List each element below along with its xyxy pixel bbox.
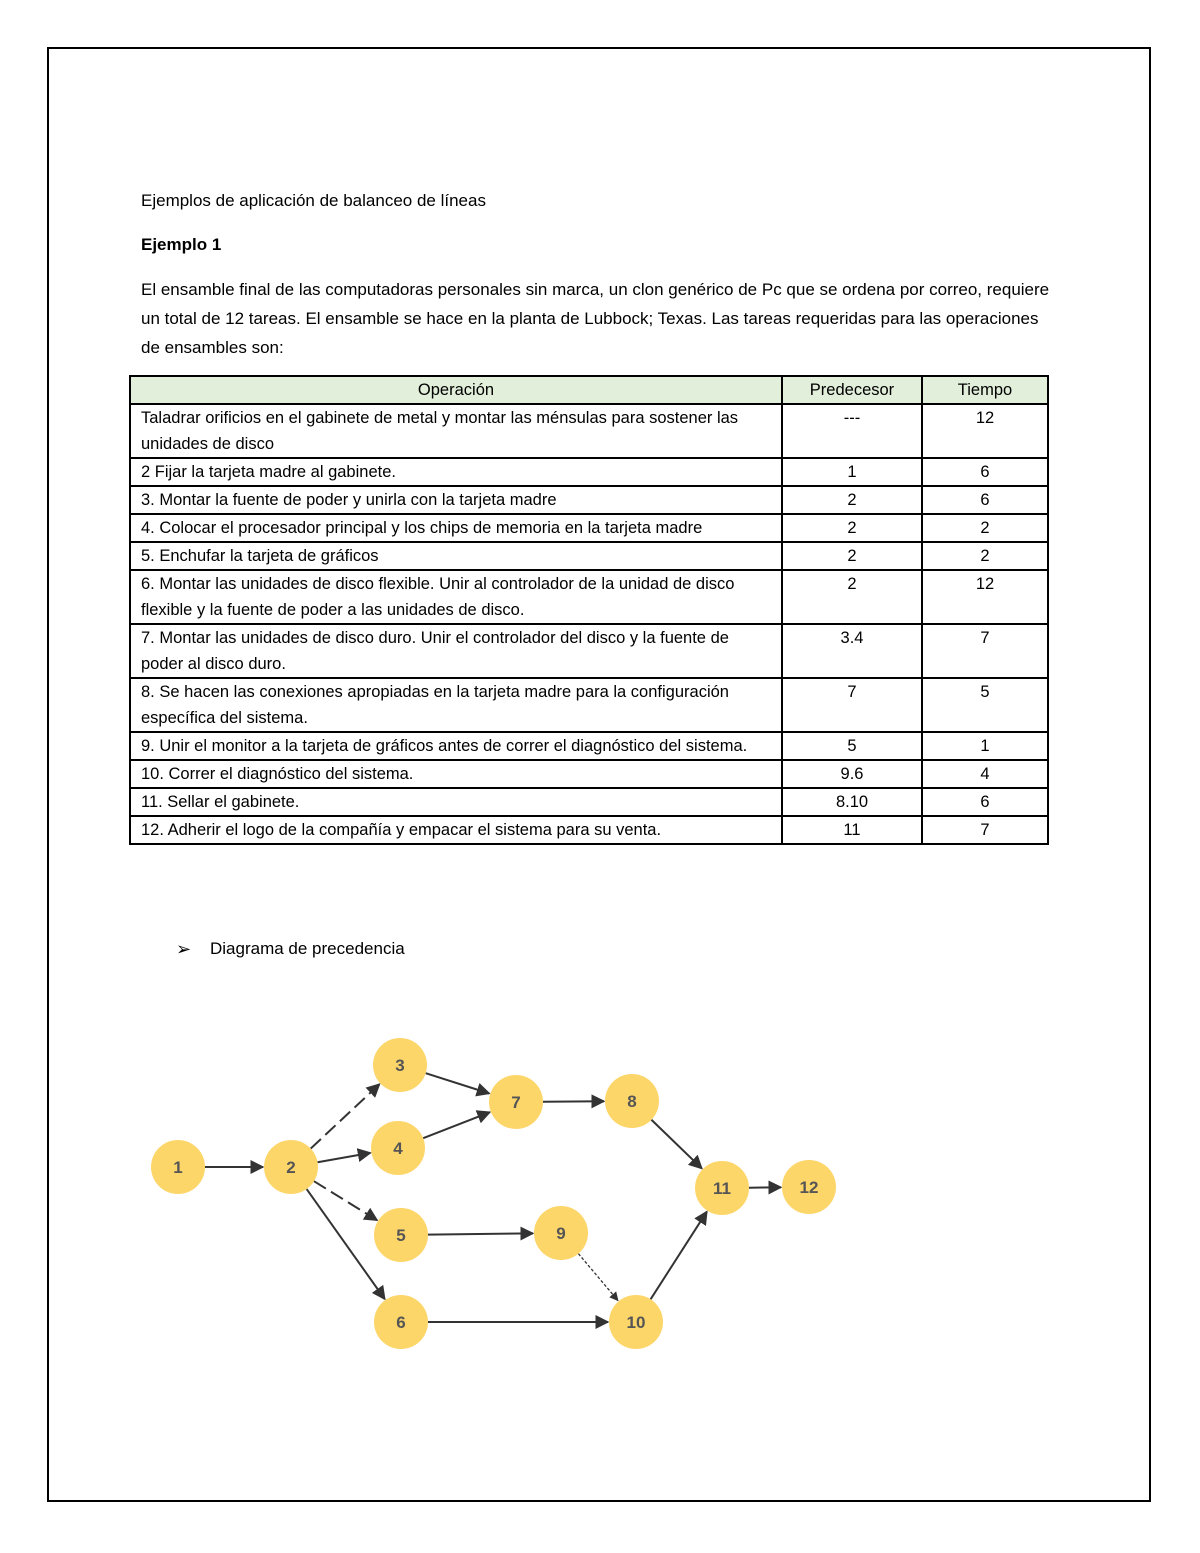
operation-cell: 5. Enchufar la tarjeta de gráficos	[130, 542, 782, 570]
time-cell: 2	[922, 514, 1048, 542]
operation-cell: 7. Montar las unidades de disco duro. Unir el controlador del disco y la fuente de poder al disco duro.	[130, 624, 782, 678]
predecessor-cell: 1	[782, 458, 922, 486]
node-7	[489, 1075, 543, 1129]
time-cell: 6	[922, 788, 1048, 816]
time-cell: 6	[922, 458, 1048, 486]
time-cell: 12	[922, 404, 1048, 458]
header-operacion: Operación	[130, 376, 782, 404]
node-label: 9	[556, 1224, 566, 1243]
operation-cell: 8. Se hacen las conexiones apropiadas en la tarjeta madre para la configuración específica del sistema.	[130, 678, 782, 732]
edge-5-to-9	[428, 1233, 533, 1234]
edge-2-to-4	[318, 1153, 371, 1162]
node-label: 2	[286, 1158, 296, 1177]
predecessor-cell: 2	[782, 570, 922, 624]
node-label: 4	[393, 1139, 403, 1158]
node-8	[605, 1074, 659, 1128]
edge-9-to-10	[578, 1254, 618, 1301]
predecessor-cell: ---	[782, 404, 922, 458]
operation-cell: 12. Adherir el logo de la compañía y empacar el sistema para su venta.	[130, 816, 782, 844]
edge-8-to-11	[651, 1120, 701, 1169]
time-cell: 4	[922, 760, 1048, 788]
edge-4-to-7	[423, 1112, 490, 1138]
node-1	[151, 1140, 205, 1194]
time-cell: 12	[922, 570, 1048, 624]
node-label: 11	[713, 1179, 731, 1198]
time-cell: 7	[922, 816, 1048, 844]
node-6	[374, 1295, 428, 1349]
predecessor-cell: 8.10	[782, 788, 922, 816]
time-cell: 6	[922, 486, 1048, 514]
predecessor-cell: 5	[782, 732, 922, 760]
edge-7-to-8	[543, 1101, 604, 1102]
node-5	[374, 1208, 428, 1262]
time-cell: 7	[922, 624, 1048, 678]
operation-cell: 9. Unir el monitor a la tarjeta de gráficos antes de correr el diagnóstico del sistema.	[130, 732, 782, 760]
node-label: 5	[396, 1226, 406, 1245]
node-label: 3	[395, 1056, 405, 1075]
arrow-bullet-icon: ➢	[176, 939, 192, 959]
predecessor-cell: 7	[782, 678, 922, 732]
node-12	[782, 1160, 836, 1214]
operation-cell: 3. Montar la fuente de poder y unirla con la tarjeta madre	[130, 486, 782, 514]
node-label: 12	[799, 1178, 819, 1197]
time-cell: 5	[922, 678, 1048, 732]
node-2	[264, 1140, 318, 1194]
operation-cell: 2 Fijar la tarjeta madre al gabinete.	[130, 458, 782, 486]
node-10	[609, 1295, 663, 1349]
operation-cell: 10. Correr el diagnóstico del sistema.	[130, 760, 782, 788]
node-label: 10	[626, 1313, 646, 1332]
node-label: 6	[396, 1313, 406, 1332]
time-cell: 2	[922, 542, 1048, 570]
edge-2-to-3	[311, 1084, 380, 1148]
header-tiempo: Tiempo	[922, 376, 1048, 404]
operation-cell: 6. Montar las unidades de disco flexible. Unir al controlador de la unidad de disco flexible y la fuente de poder a las unidades de disco.	[130, 570, 782, 624]
node-label: 1	[173, 1158, 183, 1177]
predecessor-cell: 11	[782, 816, 922, 844]
edge-3-to-7	[426, 1073, 490, 1093]
node-label: 7	[511, 1093, 521, 1112]
bullet-text: Diagrama de precedencia	[210, 939, 405, 958]
predecessor-cell: 3.4	[782, 624, 922, 678]
node-label: 8	[627, 1092, 637, 1111]
intro-paragraph: El ensamble final de las computadoras personales sin marca, un clon genérico de Pc que se ordena por correo, requiere un total de 12 tareas. El ensamble se hace en la planta de Lubbock; Texas. Las tareas requeridas para las operaciones de ensambles son:	[141, 280, 1050, 357]
edge-10-to-11	[651, 1212, 707, 1300]
predecessor-cell: 2	[782, 514, 922, 542]
node-11	[695, 1161, 749, 1215]
node-3	[373, 1038, 427, 1092]
predecessor-cell: 2	[782, 486, 922, 514]
operation-cell: 4. Colocar el procesador principal y los chips de memoria en la tarjeta madre	[130, 514, 782, 542]
header-predecesor: Predecesor	[782, 376, 922, 404]
time-cell: 1	[922, 732, 1048, 760]
operation-cell: 11. Sellar el gabinete.	[130, 788, 782, 816]
predecessor-cell: 9.6	[782, 760, 922, 788]
edge-2-to-6	[307, 1189, 385, 1299]
document-title: Ejemplos de aplicación de balanceo de líneas	[141, 191, 486, 210]
example-heading: Ejemplo 1	[141, 235, 222, 254]
node-9	[534, 1206, 588, 1260]
operation-cell: Taladrar orificios en el gabinete de metal y montar las ménsulas para sostener las unidades de disco	[130, 404, 782, 458]
node-4	[371, 1121, 425, 1175]
predecessor-cell: 2	[782, 542, 922, 570]
